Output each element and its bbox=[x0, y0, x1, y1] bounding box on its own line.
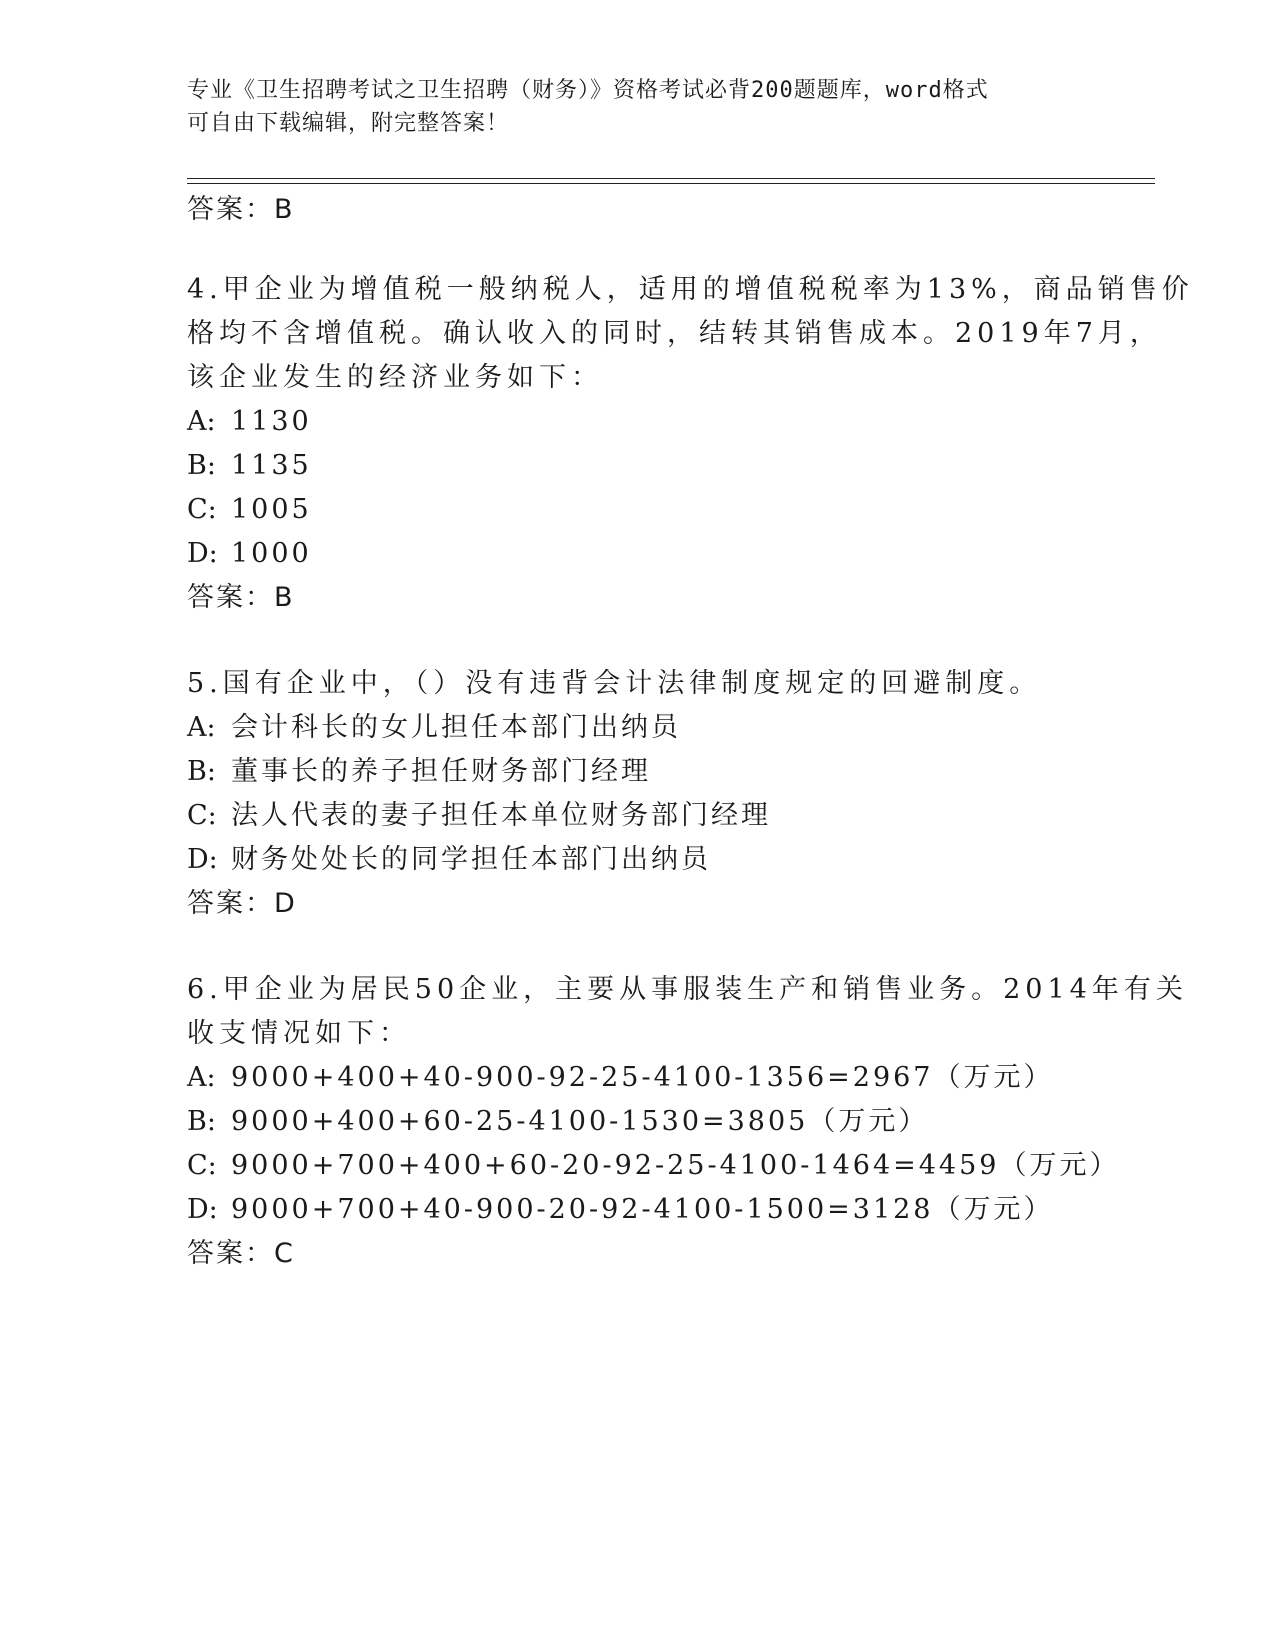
option-text: 会计科长的女儿担任本部门出纳员 bbox=[231, 712, 681, 743]
option-letter: D: bbox=[187, 538, 218, 569]
header-divider-bottom bbox=[187, 183, 1155, 184]
header-line-1: 专业《卫生招聘考试之卫生招聘（财务）》资格考试必背200题题库，word格式 bbox=[187, 78, 989, 103]
header-line-2: 可自由下载编辑，附完整答案！ bbox=[187, 111, 510, 136]
question-4-option-b bbox=[187, 448, 312, 484]
option-text: 9000+400+40-900-92-25-4100-1356=2967（万元） bbox=[231, 1062, 1054, 1093]
header-divider-top bbox=[187, 178, 1155, 179]
question-5-option-a bbox=[187, 710, 681, 746]
question-4-option-a bbox=[187, 404, 312, 440]
question-6-stem-line-2: 收支情况如下： bbox=[187, 1018, 411, 1049]
option-text: 1000 bbox=[231, 538, 312, 569]
question-5-option-d bbox=[187, 842, 711, 878]
option-letter: C: bbox=[187, 800, 217, 831]
option-letter: D: bbox=[187, 1194, 218, 1225]
option-letter: B: bbox=[187, 1106, 216, 1137]
option-letter: C: bbox=[187, 1150, 217, 1181]
question-5-stem-line-1: 5.国有企业中，（）没有违背会计法律制度规定的回避制度。 bbox=[187, 668, 1042, 699]
option-letter: B: bbox=[187, 450, 216, 481]
option-letter: D: bbox=[187, 844, 218, 875]
question-5-option-b bbox=[187, 754, 651, 790]
option-letter: A: bbox=[187, 1062, 216, 1093]
option-text: 9000+400+60-25-4100-1530=3805（万元） bbox=[231, 1106, 929, 1137]
option-text: 1135 bbox=[231, 450, 312, 481]
option-letter: B: bbox=[187, 756, 216, 787]
option-letter: A: bbox=[187, 712, 216, 743]
question-4-answer: 答案：B bbox=[187, 582, 295, 613]
question-4-stem-line-2: 格均不含增值税。确认收入的同时，结转其销售成本。2019年7月， bbox=[187, 318, 1162, 349]
answer-prev: 答案：B bbox=[187, 194, 295, 225]
question-6-option-b bbox=[187, 1104, 928, 1140]
question-6-stem-line-1: 6.甲企业为居民50企业，主要从事服装生产和销售业务。2014年有关 bbox=[187, 974, 1188, 1005]
question-6-option-c bbox=[187, 1148, 1119, 1184]
question-4-stem-line-3: 该企业发生的经济业务如下： bbox=[187, 362, 603, 393]
document-header bbox=[187, 74, 1087, 140]
option-text: 财务处处长的同学担任本部门出纳员 bbox=[231, 844, 711, 875]
option-text: 9000+700+400+60-20-92-25-4100-1464=4459（万元） bbox=[231, 1150, 1120, 1181]
question-4-option-d bbox=[187, 536, 312, 572]
option-letter: A: bbox=[187, 406, 216, 437]
question-4-stem-line-1: 4.甲企业为增值税一般纳税人，适用的增值税税率为13%，商品销售价 bbox=[187, 274, 1194, 305]
question-5-option-c bbox=[187, 798, 771, 834]
option-letter: C: bbox=[187, 494, 217, 525]
option-text: 1130 bbox=[231, 406, 312, 437]
question-6-option-a bbox=[187, 1060, 1053, 1096]
question-4-option-c bbox=[187, 492, 312, 528]
question-5-answer: 答案：D bbox=[187, 888, 297, 919]
question-6-option-d bbox=[187, 1192, 1053, 1228]
option-text: 法人代表的妻子担任本单位财务部门经理 bbox=[231, 800, 771, 831]
option-text: 1005 bbox=[231, 494, 312, 525]
option-text: 董事长的养子担任财务部门经理 bbox=[231, 756, 651, 787]
option-text: 9000+700+40-900-20-92-4100-1500=3128（万元） bbox=[231, 1194, 1054, 1225]
question-6-answer: 答案：C bbox=[187, 1238, 295, 1269]
